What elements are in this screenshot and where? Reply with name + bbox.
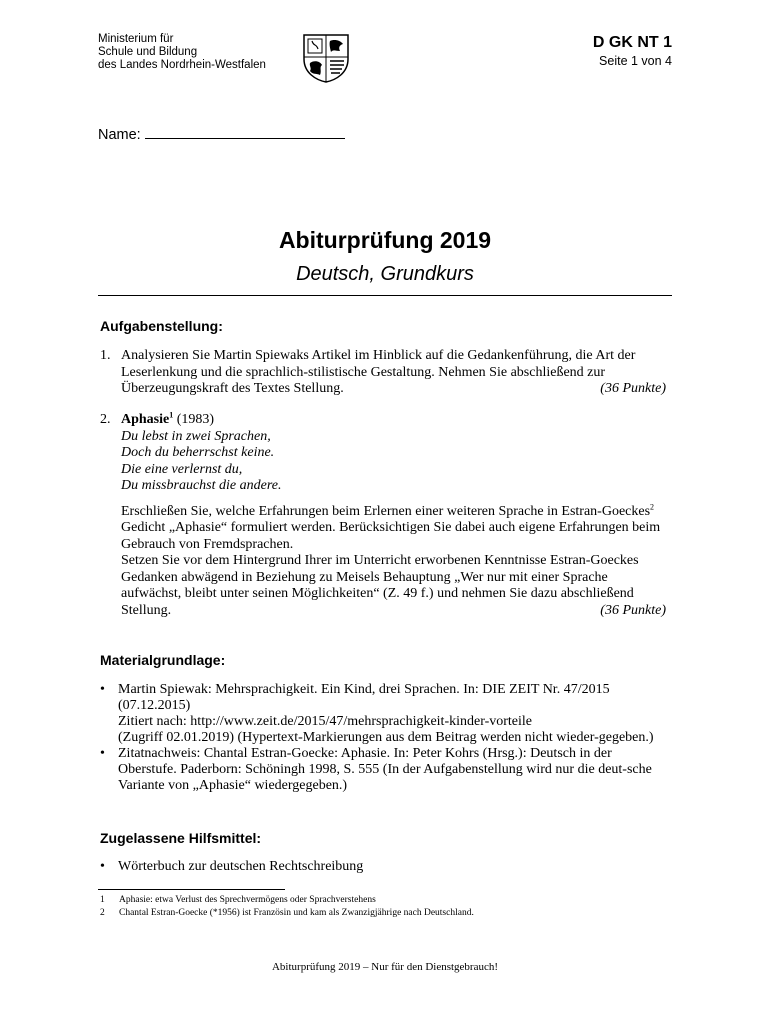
material-source-line: Martin Spiewak: Mehrsprachigkeit. Ein Kind, drei Sprachen. In: DIE ZEIT Nr. 47/2015 (07.12.2015) [118, 682, 610, 713]
task-text: Analysieren Sie Martin Spiewaks Artikel im Hinblick auf die Gedankenführung, die Art der Leserlenkung und die sprachlich-stilistische Gestaltung. Nehmen Sie abschließend zur Überzeugungskraft des Textes Stellung. [121, 348, 636, 396]
task-points: (36 Punkte) [600, 381, 666, 396]
footnote-number: 1 [100, 895, 105, 905]
footnote-ref-2: 2 [650, 501, 655, 511]
material-source-line: Zitiert nach: http://www.zeit.de/2015/47/mehrsprachigkeit-kinder-vorteile [118, 714, 533, 729]
task-text-part: Erschließen Sie, welche Erfahrungen beim Erlernen einer weiteren Sprache in Estran-Goeckes [121, 503, 651, 519]
task-text [121, 501, 666, 554]
poem-line: Du missbrauchst die andere. [121, 478, 282, 493]
task-number: 2. [100, 412, 111, 427]
page-info: Seite 1 von 4 [599, 54, 672, 68]
ministry-line-3: des Landes Nordrhein-Westfalen [98, 59, 266, 71]
poem-line: Die eine verlernst du, [121, 461, 243, 477]
section-heading-hilfsmittel: Zugelassene Hilfsmittel: [100, 830, 262, 846]
page-footer: Abiturprüfung 2019 – Nur für den Dienstgebrauch! [271, 961, 499, 973]
poem-line: Doch du beherrschst keine. [121, 445, 275, 460]
poem-heading [121, 412, 666, 429]
material-source-line: (Zugriff 02.01.2019) (Hypertext-Markierungen aus dem Beitrag werden nicht wieder-gegeben.) [118, 730, 654, 745]
hilfsmittel-item: Wörterbuch zur deutschen Rechtschreibung [118, 859, 364, 874]
footnote-1 [100, 894, 660, 906]
task-text-part: Gedicht „Aphasie“ formuliert werden. Berücksichtigen Sie dabei auch eigene Erfahrungen beim Gebrauch von Fremdsprachen. [121, 520, 661, 552]
material-source-line: Zitatnachweis: Chantal Estran-Goecke: Aphasie. In: Peter Kohrs (Hrsg.): Deutsch in der Oberstufe. Paderborn: Schöningh 1998, S. 555 (In der Aufgabenstellung wird nur die deut-sche Variante von „Aphasie“ wiedergegeben.) [118, 746, 652, 793]
poem-line: Du lebst in zwei Sprachen, [121, 428, 271, 444]
bullet-icon: • [100, 746, 105, 761]
list-item [100, 682, 666, 746]
bullet-icon: • [100, 859, 105, 874]
section-heading-aufgaben: Aufgabenstellung: [100, 318, 223, 334]
footnote-number: 2 [100, 908, 105, 918]
poem-year: (1983) [176, 412, 215, 427]
document-code: D GK NT 1 [592, 34, 672, 51]
nrw-coat-of-arms-icon [300, 33, 352, 83]
footnote-text: Chantal Estran-Goecke (*1956) ist Französin und kam als Zwanzigjährige nach Deutschland. [119, 908, 474, 918]
material-list [100, 682, 666, 794]
task-number: 1. [100, 348, 111, 363]
list-item [100, 746, 666, 794]
task-2 [100, 412, 666, 619]
footnote-2 [100, 907, 660, 919]
task-text [121, 553, 666, 619]
name-field [98, 124, 345, 143]
page-title: Abiturprüfung 2019 [278, 227, 492, 253]
task-1 [100, 348, 666, 398]
ministry-line-1: Ministerium für [98, 33, 174, 45]
task-text-part: Setzen Sie vor dem Hintergrund Ihrer im Unterricht erworbenen Kenntnisse Estran-Goeckes Gedanken abwägend in Beziehung zu Meisels Behauptung „Wer nur mit einer Sprache aufwächst, bleibt unter seinen Möglichkeiten“ (Z. 49 f.) und nehmen Sie dazu abschließend Stellung. [121, 553, 639, 618]
footnote-text: Aphasie: etwa Verlust des Sprechvermögens oder Sprachverstehens [119, 895, 376, 905]
hilfsmittel-list [100, 859, 666, 875]
name-label: Name: [98, 127, 141, 143]
poem-title: Aphasie [121, 412, 170, 427]
page-subtitle: Deutsch, Grundkurs [296, 263, 474, 285]
footnote-ref-1: 1 [169, 410, 174, 420]
ministry-name [98, 33, 266, 72]
ministry-line-2: Schule und Bildung [98, 46, 198, 58]
bullet-icon: • [100, 682, 105, 697]
list-item [100, 859, 666, 875]
section-heading-material: Materialgrundlage: [100, 652, 226, 668]
name-line [145, 124, 345, 139]
title-divider [98, 295, 672, 296]
task-points: (36 Punkte) [600, 602, 666, 618]
footnote-divider [98, 889, 285, 890]
